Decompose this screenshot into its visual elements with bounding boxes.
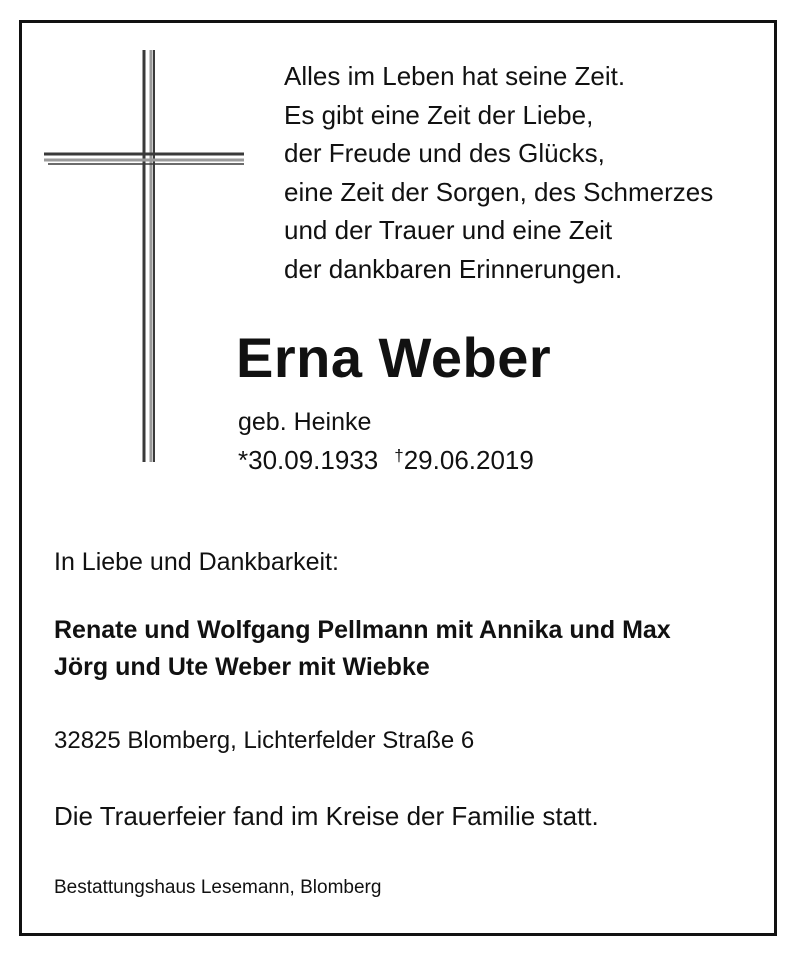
- deceased-name: Erna Weber: [236, 326, 552, 389]
- birth-date: *30.09.1933: [238, 445, 379, 475]
- poem-line: Alles im Leben hat seine Zeit.: [284, 61, 626, 91]
- poem-line: der dankbaren Erinnerungen.: [284, 253, 623, 284]
- mourners-list: [54, 612, 671, 686]
- poem: [284, 57, 764, 289]
- mourner-family: Jörg und Ute Weber mit Wiebke: [54, 653, 430, 681]
- life-dates: [238, 445, 534, 476]
- funeral-home: Bestattungshaus Lesemann, Blomberg: [54, 877, 382, 898]
- mourner-family: Renate und Wolfgang Pellmann mit Annika und Max: [54, 616, 671, 644]
- death-date: 29.06.2019: [403, 445, 534, 475]
- death-symbol: †: [394, 446, 404, 465]
- poem-line: eine Zeit der Sorgen, des Schmerzes: [284, 176, 714, 207]
- maiden-name: geb. Heinke: [238, 408, 372, 436]
- mourners-intro: In Liebe und Dankbarkeit:: [54, 548, 339, 576]
- poem-line: und der Trauer und eine Zeit: [284, 215, 613, 246]
- poem-line: Es gibt eine Zeit der Liebe,: [284, 99, 594, 130]
- ceremony-note: Die Trauerfeier fand im Kreise der Familie statt.: [54, 801, 599, 831]
- address: 32825 Blomberg, Lichterfelder Straße 6: [54, 727, 475, 754]
- poem-line: der Freude und des Glücks,: [284, 138, 605, 169]
